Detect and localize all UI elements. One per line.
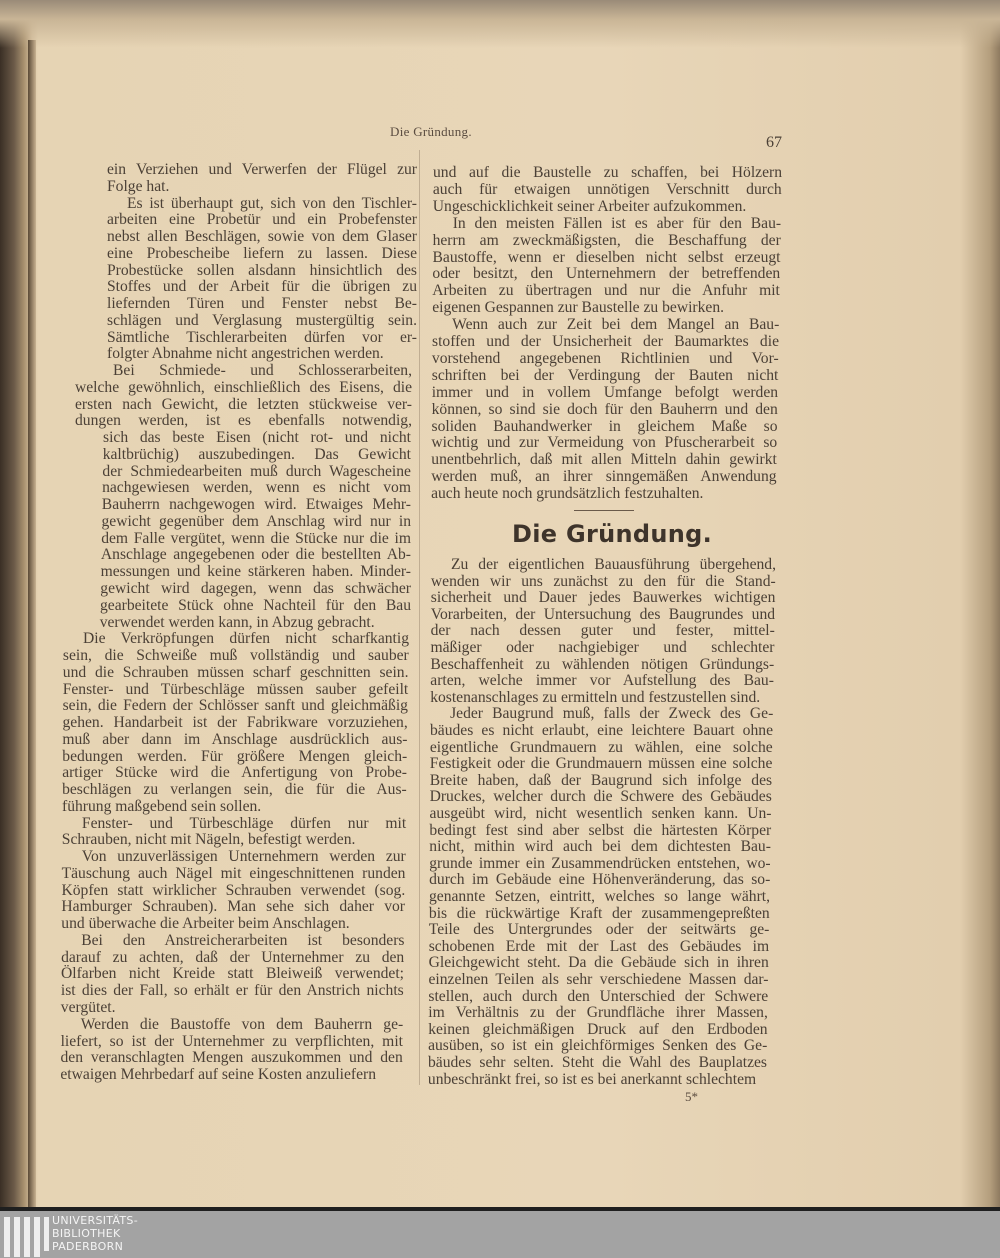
text-line — [450, 705, 773, 723]
text-line-content: dungen werden, ist es ebenfalls notwendig, — [75, 412, 412, 430]
text-line — [62, 731, 407, 749]
text-line — [429, 938, 769, 956]
text-line-content: gehen. Handarbeit ist der Fabrikware vorzuziehen, — [62, 714, 408, 732]
text-line — [62, 798, 407, 816]
text-line — [429, 905, 770, 923]
text-line-content: bis die rückwärtige Kraft der zusammengepreßten — [428, 904, 770, 922]
text-line-content: vergütet. — [60, 999, 116, 1016]
text-line — [432, 418, 778, 436]
text-line — [430, 788, 772, 806]
text-line-content: Breite haben, daß der Baugrund sich infolge des — [429, 771, 773, 789]
text-line — [107, 262, 417, 280]
text-line — [433, 198, 782, 216]
text-line — [63, 647, 409, 665]
text-line-content: Es ist überhaupt gut, sich von den Tischler- — [127, 194, 417, 212]
signature-mark: 5* — [685, 1089, 698, 1104]
text-line — [431, 434, 777, 452]
text-line-content: bäudes sehr selten. Steht die Wahl des Bauplatzes — [428, 1054, 767, 1071]
text-line-content: wenden wir uns zunächst zu den für die Stand- — [430, 572, 776, 590]
text-line-content: sein, die Schweiße muß vollständig und sauber — [62, 647, 409, 665]
text-line — [81, 932, 404, 950]
text-line-content: im Verhältnis zu der Grundfläche ihrer Massen, — [428, 1004, 768, 1022]
text-line-content: nicht, mithin wird auch bei dem dichtesten Bau- — [429, 838, 771, 856]
text-line — [430, 805, 772, 823]
text-line-content: Anschlage angegebenen oder die bestellten Ab- — [100, 546, 411, 564]
text-line-content: Wenn auch zur Zeit bei dem Mangel an Bau- — [452, 316, 780, 334]
text-line — [61, 1049, 403, 1067]
text-line-content: auch für etwaigen unnötigen Verschnitt durch — [432, 180, 782, 198]
text-line — [429, 871, 770, 889]
text-line — [431, 622, 775, 640]
text-line — [60, 1066, 402, 1084]
text-line — [452, 316, 779, 334]
text-line — [75, 396, 412, 414]
text-line — [103, 429, 411, 447]
text-line-content: kaltbrüchig) auszubedingen. Das Gewicht — [102, 445, 411, 463]
text-line — [62, 748, 407, 766]
text-line-content: sich das beste Eisen (nicht rot- und nicht — [103, 429, 411, 447]
text-line-content: Ungeschicklichkeit seiner Arbeiter aufzukommen. — [432, 197, 747, 215]
text-line — [127, 195, 417, 213]
text-line — [428, 1021, 767, 1039]
text-line-content: ist dies der Fall, so erhält er für den Anstrich nichts — [60, 982, 404, 1000]
text-line — [430, 739, 773, 757]
logo-line: PADERBORN — [52, 1240, 124, 1253]
text-line-content: Baustoffe, wenn er dieselben nicht selbst erzeugt — [432, 248, 781, 266]
text-line-content: mäßiger oder nachgiebiger und schlechter — [430, 639, 775, 656]
text-line — [428, 1004, 768, 1022]
text-line — [431, 573, 776, 591]
text-line — [82, 848, 406, 866]
text-line-content: Festigkeit oder die Grundmauern müssen eine solche — [429, 755, 773, 773]
text-line — [107, 345, 417, 363]
text-line — [61, 965, 404, 983]
text-line — [102, 513, 412, 531]
text-line — [81, 1016, 404, 1034]
library-logo-text — [52, 1214, 138, 1253]
text-line — [430, 755, 773, 773]
text-line-content: nebst allen Beschlägen, sowie von dem Glaser — [107, 228, 417, 246]
text-line-content: genannte Setzen, eintritt, welches so lange währt, — [429, 888, 770, 905]
text-line-content: unbeschränkt frei, so ist es bei anerkannt schlechtem — [427, 1070, 757, 1088]
text-line — [61, 999, 404, 1017]
text-line — [107, 178, 417, 196]
text-line-content: einzelnen Teilen als sehr verschiedene Massen dar- — [428, 971, 769, 988]
text-line-content: bäudes es nicht erlaubt, eine leichtere Bauart ohne — [430, 722, 773, 739]
text-line — [62, 865, 406, 883]
text-line-content: Sämtliche Tischlerarbeiten dürfen vor er- — [107, 328, 417, 346]
text-line — [107, 245, 417, 263]
text-line — [101, 546, 411, 564]
text-line-content: soliden Bauhandwerker in gleichem Maße so — [431, 417, 778, 435]
text-line-content: Probestücke sollen alsdann hinsichtlich des — [107, 261, 417, 279]
text-line — [61, 915, 404, 933]
text-line-content: eigenen Gespannen zur Baustelle zu bewirken. — [432, 299, 725, 317]
text-line — [100, 580, 411, 598]
library-footer — [0, 1207, 1000, 1258]
text-line-content: kostenanschlages zu ermitteln und festzustellen sind. — [430, 688, 761, 706]
text-line-content: Folge hat. — [107, 177, 170, 195]
text-line — [433, 249, 781, 267]
text-line — [103, 446, 411, 464]
text-line-content: herrn am zweckmäßigsten, die Beschaffung der — [432, 231, 781, 249]
text-line-content: und auf die Baustelle zu schaffen, bei Hölzern — [433, 164, 782, 181]
text-line-content: messungen und keine stärkeren haben. Minder- — [100, 563, 411, 581]
text-line — [62, 764, 407, 782]
text-line-content: schlägen und Verglasung mustergültig sein. — [107, 311, 417, 329]
text-line-content: beschlägen zu verlangen sein, die für die Aus- — [62, 781, 407, 799]
text-line — [101, 563, 411, 581]
text-line-content: ausgeübt wird, nicht wesentlich senken kann. Un- — [429, 805, 772, 822]
text-line-content: gewicht gegenüber dem Anschlag wird nur in — [101, 512, 411, 530]
text-line — [429, 954, 769, 972]
text-line — [113, 362, 412, 380]
text-line-content: oder besitzt, den Unternehmern der betreffenden — [432, 265, 781, 283]
text-line-content: gewicht wird dagegen, wenn das schwächer — [100, 580, 411, 597]
text-line-content: Bei den Anstreicherarbeiten ist besonders — [81, 931, 405, 949]
text-line — [63, 681, 409, 699]
text-line-content: arten, welche immer vor Aufstellung des Bau- — [430, 672, 774, 690]
text-line-content: liefernden Türen und Fenster nebst Be- — [107, 295, 417, 313]
text-line-content: bedingt fest sind aber selbst die härtesten Körper — [429, 821, 772, 839]
text-line — [100, 614, 411, 632]
text-line — [429, 855, 770, 873]
running-title: Die Gründung. — [390, 124, 472, 139]
text-line-content: Fenster- und Türbeschläge dürfen nur mit — [81, 814, 407, 832]
text-line-content: den veranschlagten Mengen auszukommen und den — [60, 1049, 403, 1067]
text-line-content: Hamburger Schrauben). Man sehe sich daher vor — [61, 898, 405, 916]
text-line-content: Täuschung auch Nägel mit eingeschnittenen runden — [61, 864, 406, 882]
text-line-content: führung maßgebend sein sollen. — [62, 797, 262, 815]
text-line-content: Von unzuverlässigen Unternehmern werden zur — [81, 848, 406, 866]
page-gutter-fold — [28, 40, 36, 1207]
text-line-content: immer und in vollem Umfange befolgt werden — [431, 383, 779, 401]
text-line-content: wichtig und zur Vermeidung von Pfuscherarbeit so — [431, 434, 778, 452]
text-line — [453, 215, 781, 233]
text-line — [433, 181, 782, 199]
text-line-content: In den meisten Fällen ist es aber für den Bau- — [452, 214, 782, 232]
text-line-content: stoffen und der Unsicherheit der Baumarktes die — [432, 333, 779, 350]
text-line — [100, 597, 411, 615]
text-line-content: auch heute noch grundsätzlich festzuhalten. — [431, 485, 704, 503]
text-line-content: Zu der eigentlichen Bauausführung übergehend, — [451, 556, 776, 573]
text-line — [433, 232, 781, 250]
text-line-content: Bei Schmiede- und Schlosserarbeiten, — [113, 362, 412, 380]
text-line — [431, 485, 776, 503]
text-line — [429, 888, 770, 906]
text-line — [432, 282, 780, 300]
text-line-content: Gleichgewicht steht. Da die Gebäude sich in ihren — [428, 954, 769, 972]
text-line — [102, 463, 411, 481]
text-line — [61, 1033, 403, 1051]
text-line-content: ein Verziehen und Verwerfen der Flügel zur — [107, 161, 417, 178]
text-line-content: unentbehrlich, daß mit allen Mitteln dahin gewirkt — [431, 451, 777, 469]
text-line-content: schriften bei der Verdingung der Bauten nicht — [431, 366, 779, 384]
text-line-content: schobenen Erde mit der Last des Gebäudes im — [428, 937, 770, 955]
text-line-content: keinen gleichmäßigen Druck auf den Erdboden — [428, 1020, 768, 1038]
text-line — [63, 664, 409, 682]
text-line — [107, 312, 417, 330]
text-line-content: Arbeiten zu übertragen und nur die Anfuhr mit — [432, 282, 780, 300]
text-line-content: Ölfarben nicht Kreide statt Bleiweiß verwendet; — [61, 965, 404, 983]
text-line-content: dem Falle vergütet, wenn die Stücke nur die im — [101, 529, 411, 547]
text-line — [61, 898, 405, 916]
text-line — [101, 530, 411, 548]
text-line — [75, 412, 412, 430]
text-line-content: liefert, so ist der Unternehmer zu verpflichten, mit — [60, 1032, 403, 1050]
text-line — [430, 656, 774, 674]
text-line-content: Druckes, welcher durch die Schwere des Gebäudes — [429, 788, 772, 806]
text-line-content: folgter Abnahme nicht angestrichen werden. — [107, 345, 384, 363]
text-line — [431, 451, 777, 469]
text-line — [430, 689, 773, 707]
text-line — [62, 831, 406, 849]
text-line — [428, 1037, 767, 1055]
text-line — [431, 589, 776, 607]
text-line-content: bedungen werden. Für größere Mengen gleich- — [62, 747, 408, 765]
text-line-content: vorstehend angegebenen Richtlinien und Vor- — [431, 349, 779, 367]
text-line-content: nachgewiesen werden, wenn es nicht vom — [102, 479, 411, 497]
text-line — [429, 971, 769, 989]
text-line — [451, 556, 776, 574]
text-line-content: Bauherrn nachgewogen wird. Etwaiges Mehr- — [101, 496, 411, 514]
text-line — [83, 630, 409, 648]
book-top-edge — [0, 0, 1000, 48]
text-line — [432, 333, 779, 351]
text-line-content: gearbeitete Stück ohne Nachteil für den Bau — [100, 596, 411, 614]
text-line — [430, 672, 774, 690]
text-line — [62, 781, 407, 799]
text-line-content: Fenster- und Türbeschläge müssen sauber gefeilt — [62, 680, 409, 698]
text-line — [431, 639, 775, 657]
text-line-content: stellen, auch durch den Unterschied der Schwere — [428, 987, 769, 1005]
text-line-content: grunde immer ein Zusammendrücken entstehen, wo- — [429, 854, 771, 872]
text-line-content: Die Verkröpfungen dürfen nicht scharfkantig — [83, 630, 409, 648]
text-line-content: eigentliche Grundmauern zu wählen, eine solche — [429, 738, 773, 756]
text-line — [107, 329, 417, 347]
text-line-content: Köpfen statt wirklicher Schrauben verwendet (sog. — [61, 881, 406, 899]
logo-line: UNIVERSITÄTS- — [52, 1214, 138, 1227]
text-line — [432, 384, 778, 402]
text-line — [62, 882, 406, 900]
text-line — [428, 988, 768, 1006]
section-separator — [574, 510, 634, 511]
page-number: 67 — [766, 134, 782, 151]
text-line — [102, 496, 411, 514]
text-line — [433, 164, 782, 182]
text-line-content: darauf zu achten, daß der Unternehmer zu den — [61, 948, 405, 966]
text-line — [107, 211, 417, 229]
column-divider — [419, 150, 420, 1085]
text-line-content: Schrauben, nicht mit Nägeln, befestigt werden. — [61, 831, 356, 849]
text-line-content: und überwache die Arbeiter beim Anschlagen. — [61, 915, 350, 933]
text-line — [428, 1071, 767, 1089]
text-line-content: Werden die Baustoffe von dem Bauherrn ge- — [80, 1015, 404, 1033]
text-line — [82, 815, 406, 833]
text-line-content: Jeder Baugrund muß, falls der Zweck des Ge- — [450, 705, 774, 723]
text-line — [432, 350, 779, 368]
text-line — [61, 982, 404, 1000]
text-line-content: eine Probescheibe liefern zu lassen. Diese — [107, 244, 417, 262]
text-line — [63, 714, 408, 732]
text-line-content: und die Schrauben müssen scharf geschnitten sein. — [62, 663, 409, 681]
text-line-content: der nach dessen guter und fester, mittel- — [430, 622, 775, 640]
text-line-content: welche gewöhnlich, einschließlich des Eisens, die — [75, 378, 412, 396]
text-line — [102, 479, 411, 497]
text-line — [429, 822, 771, 840]
text-line-content: können, so sind sie doch für den Bauherrn und den — [431, 400, 778, 418]
section-heading: Die Gründung. — [512, 520, 713, 548]
text-line — [431, 468, 776, 486]
text-line-content: muß aber dann im Anschlage ausdrücklich aus- — [62, 730, 408, 748]
text-line — [430, 722, 773, 740]
text-line — [107, 278, 417, 296]
text-line-content: artiger Stücke wird die Anfertigung von Probe- — [62, 764, 407, 782]
text-line — [107, 228, 417, 246]
text-line-content: ausüben, so ist ein gleichförmiges Senken des Ge- — [428, 1037, 768, 1055]
text-line — [63, 697, 408, 715]
text-line — [432, 367, 779, 385]
text-line — [107, 161, 417, 179]
text-line — [428, 1054, 767, 1072]
text-line-content: durch im Gebäude eine Höhenveränderung, das so- — [429, 871, 771, 889]
text-line-content: sicherheit und Dauer jedes Bauwerkes wichtigen — [430, 589, 776, 607]
text-line — [429, 921, 770, 939]
text-line-content: verwendet werden kann, in Abzug gebracht. — [99, 613, 375, 631]
text-line-content: etwaigen Mehrbedarf auf seine Kosten anzuliefern — [60, 1066, 377, 1084]
text-line — [431, 606, 775, 624]
text-line — [432, 265, 780, 283]
text-line — [432, 401, 778, 419]
text-line — [429, 838, 771, 856]
text-line-content: Stoffes und der Arbeit für die übrigen zu — [107, 278, 417, 296]
text-line-content: werden muß, an ihrer sinngemäßen Anwendung — [431, 468, 777, 486]
text-line-content: sein, die Federn der Schlösser sanft und gleichmäßig — [62, 697, 408, 715]
text-line-content: Vorarbeiten, der Untersuchung des Baugrundes und — [430, 605, 776, 623]
text-line-content: Beschaffenheit zu wählenden nötigen Gründungs- — [430, 655, 775, 673]
text-line-content: Teile des Untergrundes oder der seitwärts ge- — [428, 921, 770, 939]
logo-line: BIBLIOTHEK — [52, 1227, 121, 1240]
text-line — [107, 295, 417, 313]
text-line — [61, 949, 404, 967]
text-line — [430, 772, 772, 790]
text-line — [75, 379, 412, 397]
text-line — [432, 299, 779, 317]
text-line-content: ersten nach Gewicht, die letzten stückweise ver- — [75, 395, 412, 413]
text-line-content: arbeiten eine Probetür und ein Probefenster — [107, 211, 417, 229]
text-line-content: der Schmiedearbeiten muß durch Wagescheine — [102, 462, 411, 480]
